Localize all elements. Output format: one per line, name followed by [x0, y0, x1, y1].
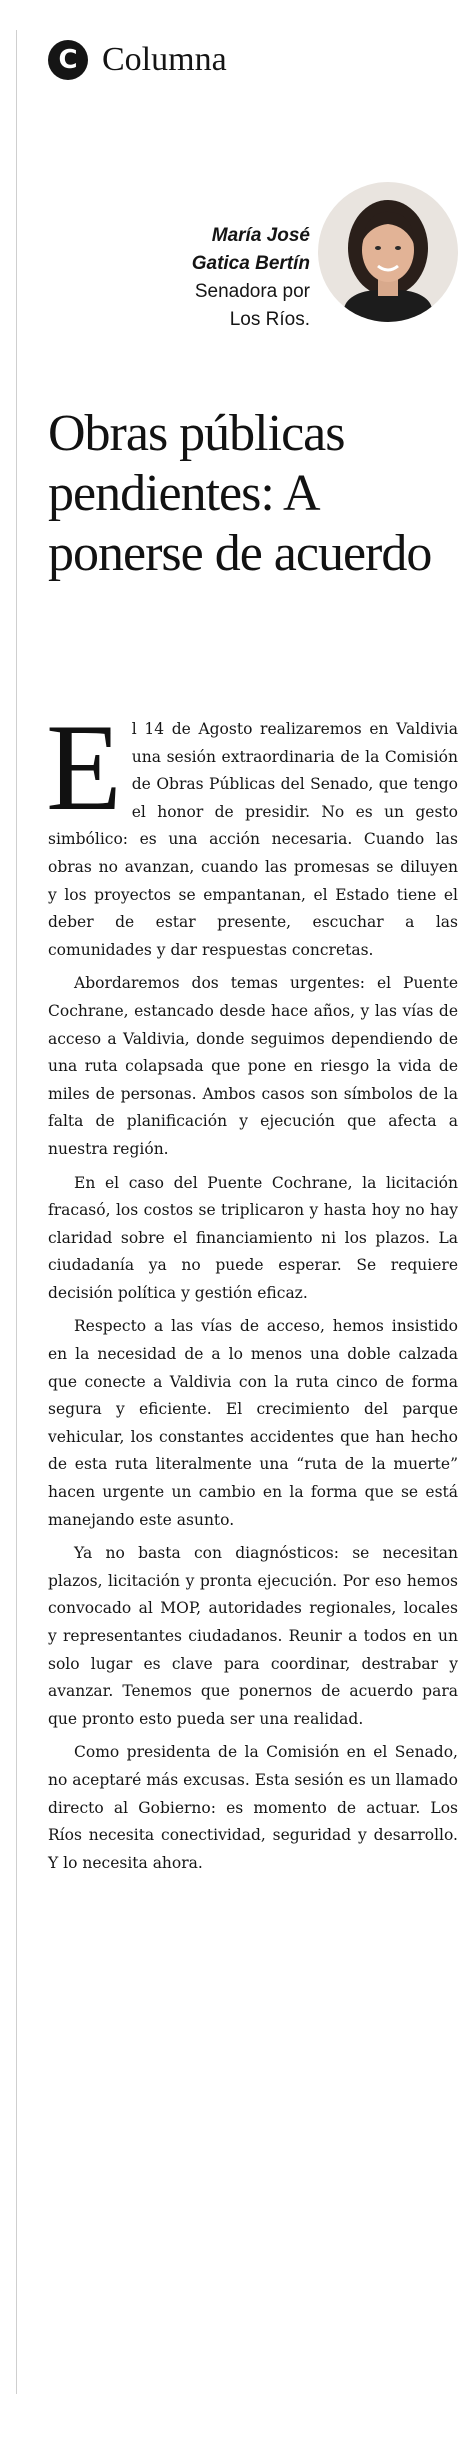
- column-badge: C: [48, 40, 88, 80]
- paragraph: [46, 699, 458, 964]
- author-photo: [318, 182, 458, 322]
- author-role-line2: Los Ríos.: [229, 309, 310, 330]
- drop-cap: E: [46, 699, 122, 836]
- author-name-last: Gatica Bertín: [191, 253, 310, 274]
- paragraph: Como presidenta de la Comisión en el Senado, no aceptaré más excusas. Esta sesión es un llamado directo al Gobierno: es momento de actuar. Los Ríos necesita conectividad, seguridad y desarrollo. Y lo necesita ahora.: [48, 1743, 458, 1872]
- column-rule: [16, 30, 17, 2394]
- paragraph: En el caso del Puente Cochrane, la licitación fracasó, los costos se triplicaron y hasta hoy no hay claridad sobre el financiamiento ni los plazos. La ciudadanía ya no puede esperar. Se requiere decisión política y gestión eficaz.: [48, 1173, 458, 1302]
- author-name-first: María José: [211, 225, 310, 246]
- paragraph: Ya no basta con diagnósticos: se necesitan plazos, licitación y pronta ejecución. Por eso hemos convocado al MOP, autoridades regionales, locales y representantes ciudadanos. Reunir a todos en un solo lugar es clave para coordinar, destrabar y avanzar. Tenemos que ponernos de acuerdo para que pronto esto pueda ser una realidad.: [48, 1544, 458, 1728]
- paragraph: Abordaremos dos temas urgentes: el Puente Cochrane, estancado desde hace años, y las vías de acceso a Valdivia, donde seguimos dependiendo de una ruta colapsada que pone en riesgo la vida de miles de personas. Ambos casos son símbolos de la falta de planificación y ejecución que afecta a nuestra región.: [48, 974, 458, 1158]
- section-header: [48, 40, 227, 80]
- author-block: [150, 222, 310, 334]
- paragraph: Respecto a las vías de acceso, hemos insistido en la necesidad de a lo menos una doble calzada que conecte a Valdivia con la ruta cinco de forma segura y eficiente. El crecimiento del parque vehicular, los constantes accidentes que han hecho de esta ruta literalmente una “ruta de la muerte” hacen urgente un cambio en la forma que se está manejando este asunto.: [48, 1317, 458, 1529]
- paragraph-text: l 14 de Agosto realizaremos en Valdivia una sesión extraordinaria de la Comisión de Obras Públicas del Senado, que tengo el honor de presidir. No es un gesto simbólico: es una acción necesaria. Cuando las obras no avanzan, cuando las promesas se diluyen y los proyectos se empantanan, el Estado tiene el deber de estar presente, escuchar a las comunidades y dar respuestas concretas.: [48, 720, 458, 959]
- author-role-line1: Senadora por: [194, 281, 310, 302]
- article-headline: Obras públicas pendientes: A ponerse de acuerdo: [48, 405, 432, 582]
- section-title: Columna: [102, 41, 227, 78]
- article-body: [46, 699, 458, 1883]
